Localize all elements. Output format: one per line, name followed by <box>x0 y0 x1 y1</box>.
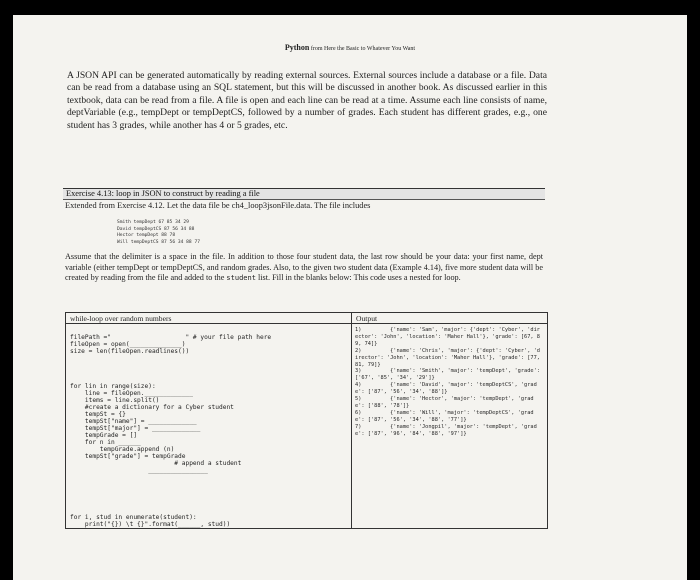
sample-data-file <box>117 220 200 246</box>
sample-line: Will tempDeptCS 87 56 34 88 77 <box>117 239 200 245</box>
output-row: 4) {'name': 'David', 'major': 'tempDeptCS', 'grade': ['87', '56', '34', '88']} <box>355 382 537 396</box>
output-row: 1) {'name': 'Sam', 'major': {'dept': 'Cyber', 'director': 'John', 'location': 'Maher Hall'}, 'grade': [67, 89, 74]} <box>355 327 540 347</box>
code-column-header: while-loop over random numbers <box>70 314 172 323</box>
exercise-title: Exercise 4.13: loop in JSON to construct by reading a file <box>63 188 545 200</box>
code-output-table <box>65 312 548 529</box>
code-block-loop: for lin in range(size): line = fileOpen._____________ items = line.split() #create a dictionary for a Cyber student tempSt = {} tempSt["name"] = _____________ tempSt["major"] = _____________ tempGrade = [] for n in ______ tempGrade.append (n) tempSt["grade"] = tempGrade # append a student ________________ <box>70 383 242 474</box>
intro-paragraph: A JSON API can be generated automatically by reading external sources. External sources include a database or a file. Data can be read from a database using an SQL statement, but this will be discussed in another book. As discussed earlier in this textbook, data can be read from a file. A file is open and each line can be read at a time. Assume each line consists of name, deptVariable (e.g., tempDept or tempDeptCS, followed by a number of grades. Each student has different grades, e.g., one student has 3 grades, while another has 4 or 5 grades, etc. <box>67 70 547 131</box>
book-subtitle: from Here the Basic to Whatever You Want <box>310 46 416 52</box>
assume-text-end: list. Fill in the blanks below: This code uses a nested for loop. <box>255 273 461 282</box>
running-header <box>13 43 687 52</box>
code-block-print: for i, stud in enumerate(student): print("{}) \t {}".format(______, stud)) <box>70 514 231 528</box>
output-column-header: Output <box>356 314 378 323</box>
student-variable: student <box>226 274 256 282</box>
column-divider <box>351 313 352 528</box>
code-block-setup: filePath =" " # your file path here fileOpen = open(______________) size = len(fileOpen.readlines()) <box>70 334 272 355</box>
output-row: 7) {'name': 'Jongpil', 'major': 'tempDept', 'grade': ['87', '96', '84', '88', '97']} <box>355 423 537 437</box>
sample-line: Smith tempDept 67 85 34 29 <box>117 220 189 225</box>
sample-line: David tempDeptCS 87 56 34 88 <box>117 226 195 232</box>
book-title: Python <box>284 43 310 52</box>
header-divider <box>66 323 547 324</box>
output-list <box>355 327 544 438</box>
output-row: 6) {'name': 'Will', 'major': 'tempDeptCS', 'grade': ['87', '56', '34', '88', '77']} <box>355 409 534 423</box>
book-page <box>13 15 687 580</box>
exercise-description: Extended from Exercise 4.12. Let the data file be ch4_loop3jsonFile.data. The file includes <box>65 201 371 210</box>
output-row: 5) {'name': 'Hector', 'major': 'tempDept', 'grade': ['88', '78']} <box>355 396 534 409</box>
assume-text: Assume that the delimiter is a space in the file. In addition to those four student data, the last row should be your data: your first name, dept variable (either tempDept or tempDeptCS, and random grades. Also, to the given two student data (Example 4.14), five more student data will be created by reading from the file and added to the <box>65 252 543 282</box>
output-row: 2) {'name': 'Chris', 'major': {'dept': 'Cyber', 'director': 'John', 'location': 'Maher Hall'}, 'grade': [77, 81, 79]} <box>355 347 544 368</box>
assume-paragraph <box>65 252 543 284</box>
sample-line: Hector tempDept 88 78 <box>117 233 176 239</box>
output-row: 3) {'name': 'Smith', 'major': 'tempDept', 'grade': ['67', '85', '34', '29']} <box>355 368 544 382</box>
